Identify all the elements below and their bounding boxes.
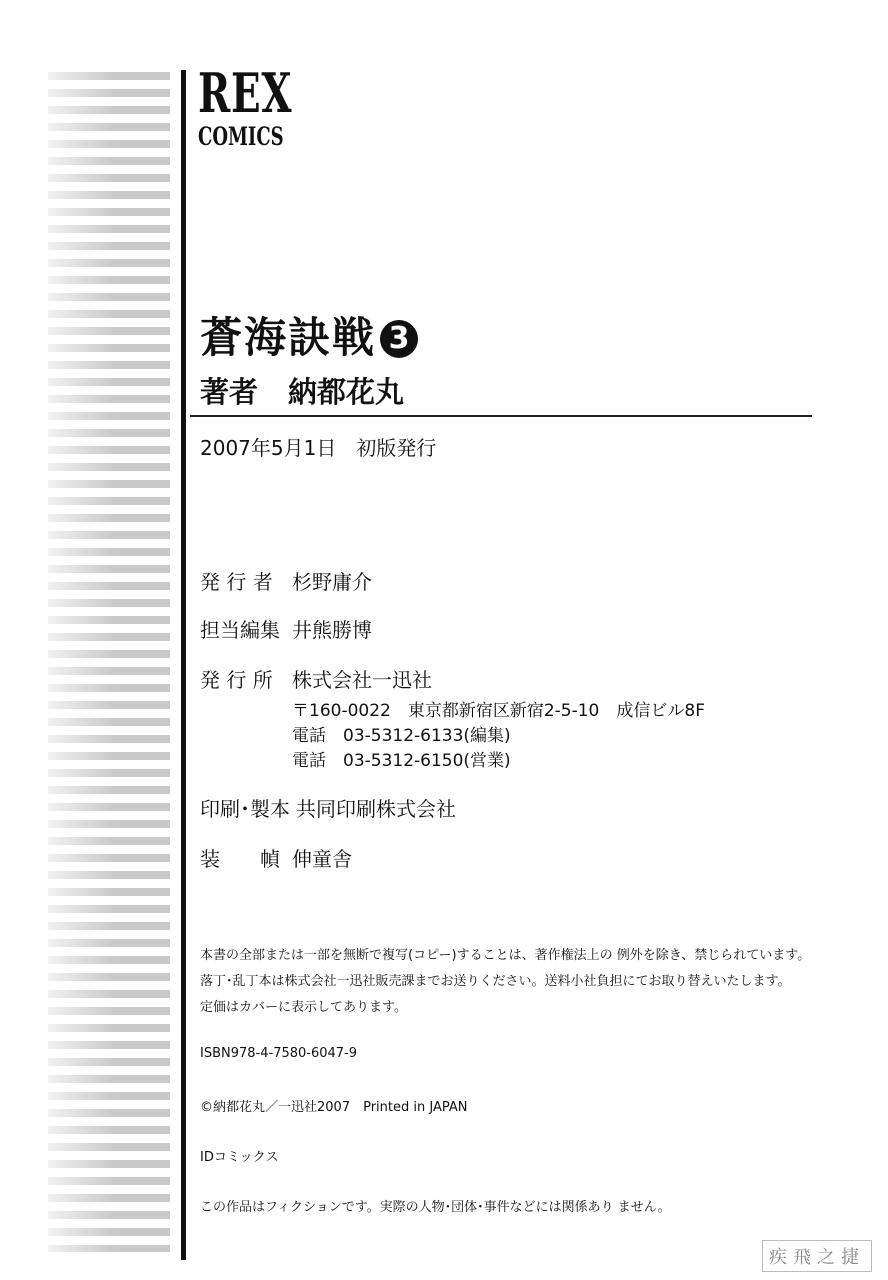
isbn: ISBN978-4-7580-6047-9 xyxy=(200,1046,358,1061)
copyright-notice: 本書の全部または一部を無断で複写(コピー)することは、著作権法上の 例外を除き、禁じられています。 xyxy=(200,948,811,963)
book-title xyxy=(200,305,418,365)
address: 〒160-0022 東京都新宿区新宿2-5-10 成信ビル8F xyxy=(292,701,705,721)
vertical-rule xyxy=(181,70,186,1260)
copyright: ©納都花丸／一迅社2007 Printed in JAPAN xyxy=(200,1100,468,1115)
credit-label: 担当編集 xyxy=(200,618,280,642)
volume-number: 3 xyxy=(380,320,418,358)
phone-sales: 電話 03-5312-6150(営業) xyxy=(292,751,511,771)
phone-editorial: 電話 03-5312-6133(編集) xyxy=(292,726,511,746)
imprint: IDコミックス xyxy=(200,1150,279,1165)
credit-printing xyxy=(200,793,456,822)
credit-value: 株式会社一迅社 xyxy=(292,668,432,692)
credit-value: 伸童舎 xyxy=(292,847,352,871)
author-label: 著者 xyxy=(200,375,259,409)
credit-value: 共同印刷株式会社 xyxy=(296,797,456,821)
rex-comics-logo xyxy=(198,61,293,152)
author-line xyxy=(200,370,404,411)
credit-value: 井熊勝博 xyxy=(292,618,372,642)
price-notice: 定価はカバーに表示してあります。 xyxy=(200,1000,407,1015)
fiction-disclaimer: この作品はフィクションです。実際の人物･団体･事件などには関係あり ません。 xyxy=(200,1200,671,1215)
title-text: 蒼海訣戦 xyxy=(200,313,377,362)
edition-date: 2007年5月1日 初版発行 xyxy=(200,436,437,460)
credit-label: 装 幀 xyxy=(200,847,280,871)
credit-design xyxy=(200,843,352,872)
returns-notice: 落丁･乱丁本は株式会社一迅社販売課までお送りください。送料小社負担にてお取り替えいたします。 xyxy=(200,974,791,989)
credit-label: 発 行 所 xyxy=(200,668,273,692)
credit-company xyxy=(200,664,432,693)
credit-publisher xyxy=(200,566,372,595)
credit-label: 発 行 者 xyxy=(200,570,273,594)
credit-label: 印刷･製本 xyxy=(200,797,290,821)
credit-value: 杉野庸介 xyxy=(292,570,372,594)
decorative-stripes xyxy=(48,72,170,1252)
logo-comics: COMICS xyxy=(198,122,284,152)
author-name: 納都花丸 xyxy=(288,375,405,409)
divider xyxy=(190,415,812,417)
credit-editor xyxy=(200,614,372,643)
watermark-stamp: 疾飛之捷 xyxy=(762,1240,872,1272)
logo-rex: REX xyxy=(198,61,293,125)
